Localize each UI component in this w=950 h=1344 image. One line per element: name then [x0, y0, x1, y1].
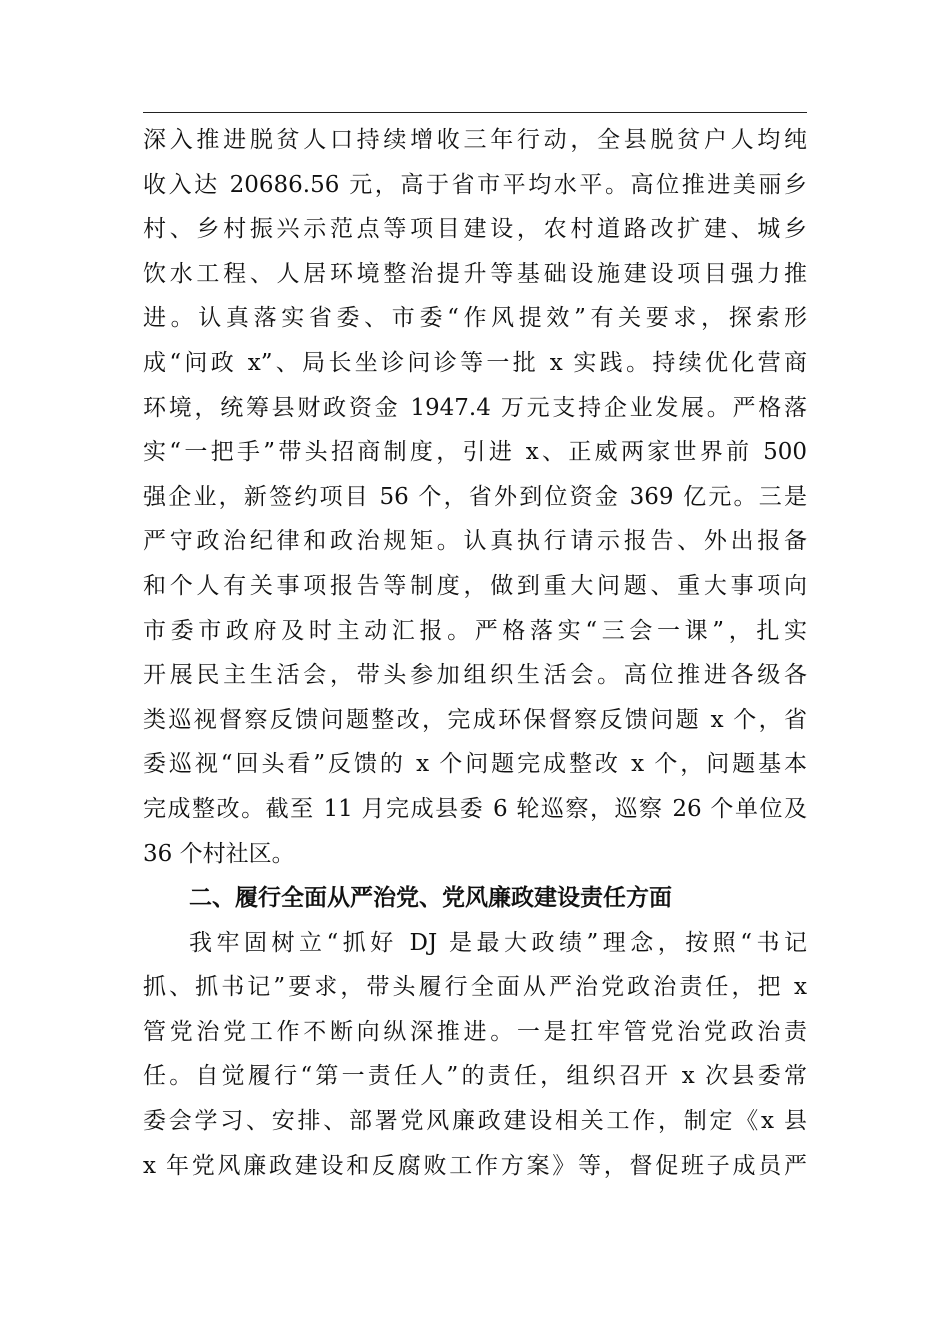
- paragraph-line: 36 个村社区。: [143, 840, 295, 867]
- paragraph-line: 强企业，新签约项目 56 个，省外到位资金 369 亿元。三是: [143, 483, 807, 510]
- paragraph-line: 类巡视督察反馈问题整改，完成环保督察反馈问题 x 个，省: [143, 706, 807, 733]
- paragraph-line: 我牢固树立“抓好 DJ 是最大政绩”理念，按照“书记: [189, 929, 807, 956]
- paragraph-line: 进。认真落实省委、市委“作风提效”有关要求，探索形: [143, 305, 807, 332]
- paragraph-line: 完成整改。截至 11 月完成县委 6 轮巡察，巡察 26 个单位及: [143, 795, 807, 822]
- document-body: [143, 118, 807, 1188]
- paragraph-line: 开展民主生活会，带头参加组织生活会。高位推进各级各: [143, 662, 807, 689]
- paragraph-line: 饮水工程、人居环境整治提升等基础设施建设项目强力推: [143, 260, 807, 287]
- paragraph-line: 收入达 20686.56 元，高于省市平均水平。高位推进美丽乡: [143, 171, 807, 198]
- paragraph-line: 实“一把手”带头招商制度，引进 x、正威两家世界前 500: [143, 439, 807, 466]
- paragraph-line: 委会学习、安排、部署党风廉政建设相关工作，制定《x 县: [143, 1108, 807, 1135]
- paragraph-line: 成“问政 x”、局长坐诊问诊等一批 x 实践。持续优化营商: [143, 349, 807, 376]
- paragraph-line: 严守政治纪律和政治规矩。认真执行请示报告、外出报备: [143, 528, 807, 555]
- section-heading: 二、履行全面从严治党、党风廉政建设责任方面: [189, 885, 672, 912]
- paragraph-line: 市委市政府及时主动汇报。严格落实“三会一课”，扎实: [143, 617, 807, 644]
- paragraph-line: 委巡视“回头看”反馈的 x 个问题完成整改 x 个，问题基本: [143, 751, 807, 778]
- paragraph-line: 深入推进脱贫人口持续增收三年行动，全县脱贫户人均纯: [143, 127, 807, 153]
- paragraph-line: x 年党风廉政建设和反腐败工作方案》等，督促班子成员严: [143, 1152, 807, 1179]
- paragraph-line: 任。自觉履行“第一责任人”的责任，组织召开 x 次县委常: [143, 1063, 807, 1090]
- paragraph-line: 抓、抓书记”要求，带头履行全面从严治党政治责任，把 x: [143, 974, 807, 1001]
- paragraph-line: 和个人有关事项报告等制度，做到重大问题、重大事项向: [143, 572, 807, 599]
- paragraph-line: 村、乡村振兴示范点等项目建设，农村道路改扩建、城乡: [143, 216, 807, 243]
- paragraph-line: 环境，统筹县财政资金 1947.4 万元支持企业发展。严格落: [143, 394, 807, 421]
- paragraph-line: 管党治党工作不断向纵深推进。一是扛牢管党治党政治责: [143, 1018, 807, 1045]
- header-divider: [143, 112, 807, 113]
